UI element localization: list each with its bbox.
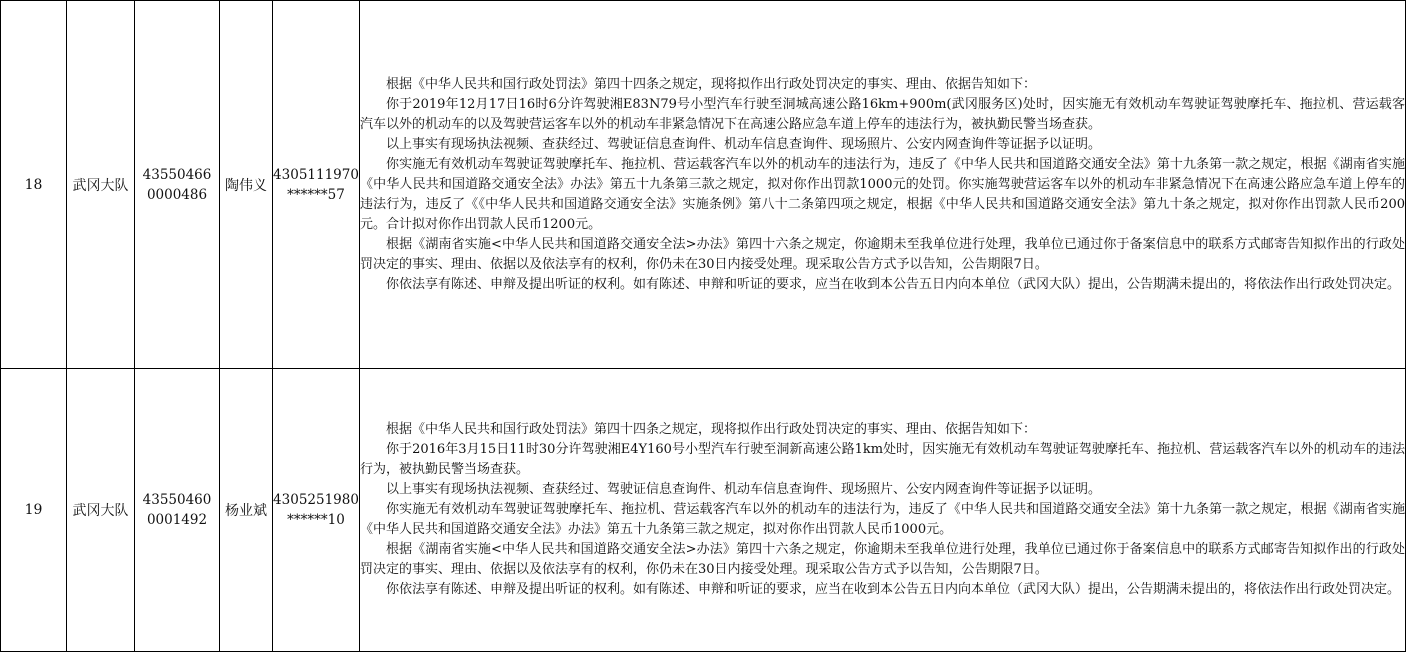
notice-content xyxy=(360,369,1406,652)
person-name: 陶伟义 xyxy=(220,1,273,369)
unit-name: 武冈大队 xyxy=(67,369,135,652)
notice-paragraph: 根据《湖南省实施<中华人民共和国道路交通安全法>办法》第四十六条之规定，你逾期未至我单位进行处理，我单位已通过你于备案信息中的联系方式邮寄告知拟作出的行政处罚决定的事实、理由、依据以及依法享有的权利，你仍未在30日内接受处理。现采取公告方式予以告知，公告期限7日。 xyxy=(360,542,1405,577)
notice-paragraph: 根据《中华人民共和国行政处罚法》第四十四条之规定，现将拟作出行政处罚决定的事实、理由、依据告知如下： xyxy=(386,422,1037,437)
document-number xyxy=(135,369,220,652)
id-number xyxy=(273,1,360,369)
notice-paragraph: 根据《湖南省实施<中华人民共和国道路交通安全法>办法》第四十六条之规定，你逾期未至我单位进行处理，我单位已通过你于备案信息中的联系方式邮寄告知拟作出的行政处罚决定的事实、理由、依据以及依法享有的权利，你仍未在30日内接受处理。现采取公告方式予以告知，公告期限7日。 xyxy=(360,236,1405,272)
row-number: 18 xyxy=(1,1,67,369)
notice-paragraph: 你于2016年3月15日11时30分许驾驶湘E4Y160号小型汽车行驶至洞新高速公路1km处时，因实施无有效机动车驾驶证驾驶摩托车、拖拉机、营运载客汽车以外的机动车的违法行为，被执勤民警当场查获。 xyxy=(360,442,1405,477)
id-number-line: 4305111970 xyxy=(273,166,359,183)
document-number-line: 43550466 xyxy=(142,166,212,183)
notice-paragraph: 根据《中华人民共和国行政处罚法》第四十四条之规定，现将拟作出行政处罚决定的事实、理由、依据告知如下： xyxy=(386,76,1037,92)
table-row xyxy=(1,1,1406,369)
notice-paragraph: 你依法享有陈述、申辩及提出听证的权利。如有陈述、申辩和听证的要求，应当在收到本公告五日内向本单位（武冈大队）提出，公告期满未提出的，将依法作出行政处罚决定。 xyxy=(386,276,1401,292)
notice-content xyxy=(360,1,1406,369)
id-number-line: 4305251980 xyxy=(273,492,359,508)
table-row xyxy=(1,369,1406,652)
row-number: 19 xyxy=(1,369,67,652)
notice-paragraph: 以上事实有现场执法视频、查获经过、驾驶证信息查询件、机动车信息查询件、现场照片、公安内网查询件等证据予以证明。 xyxy=(386,482,1102,497)
notice-paragraph: 你于2019年12月17日16时6分许驾驶湘E83N79号小型汽车行驶至洞城高速公路16km+900m(武冈服务区)处时，因实施无有效机动车驾驶证驾驶摩托车、拖拉机、营运载客汽车以外的机动车的以及驾驶营运客车以外的机动车非紧急情况下在高速公路应急车道上停车的违法行为，被执勤民警当场查获。 xyxy=(360,96,1405,132)
person-name: 杨业斌 xyxy=(220,369,273,652)
id-number-line: ******57 xyxy=(287,186,345,203)
notice-paragraph: 你实施无有效机动车驾驶证驾驶摩托车、拖拉机、营运载客汽车以外的机动车的违法行为，违反了《中华人民共和国道路交通安全法》第十九条第一款之规定，根据《湖南省实施《中华人民共和国道路交通安全法》办法》第五十九条第三款之规定，拟对你作出罚款人民币1000元。 xyxy=(360,502,1405,537)
id-number-line: ******10 xyxy=(287,512,345,528)
document-number xyxy=(135,1,220,369)
unit-name: 武冈大队 xyxy=(67,1,135,369)
notice-paragraph: 以上事实有现场执法视频、查获经过、驾驶证信息查询件、机动车信息查询件、现场照片、公安内网查询件等证据予以证明。 xyxy=(386,136,1102,152)
document-number-line: 0000486 xyxy=(146,186,208,203)
notice-paragraph: 你依法享有陈述、申辩及提出听证的权利。如有陈述、申辩和听证的要求，应当在收到本公告五日内向本单位（武冈大队）提出，公告期满未提出的，将依法作出行政处罚决定。 xyxy=(386,582,1401,597)
document-number-line: 43550460 xyxy=(142,492,212,508)
document-number-line: 0001492 xyxy=(146,512,208,528)
notice-paragraph: 你实施无有效机动车驾驶证驾驶摩托车、拖拉机、营运载客汽车以外的机动车的违法行为，违反了《中华人民共和国道路交通安全法》第十九条第一款之规定，根据《湖南省实施《中华人民共和国道路交通安全法》办法》第五十九条第三款之规定，拟对你作出罚款1000元的处罚。你实施驾驶营运客车以外的机动车非紧急情况下在高速公路应急车道上停车的违法行为，违反了《《中华人民共和国道路交通安全法》实施条例》第八十二条第四项之规定，根据《中华人民共和国道路交通安全法》第九十条之规定，拟对你作出罚款人民币200元。合计拟对你作出罚款人民币1200元。 xyxy=(360,156,1405,232)
id-number xyxy=(273,369,360,652)
